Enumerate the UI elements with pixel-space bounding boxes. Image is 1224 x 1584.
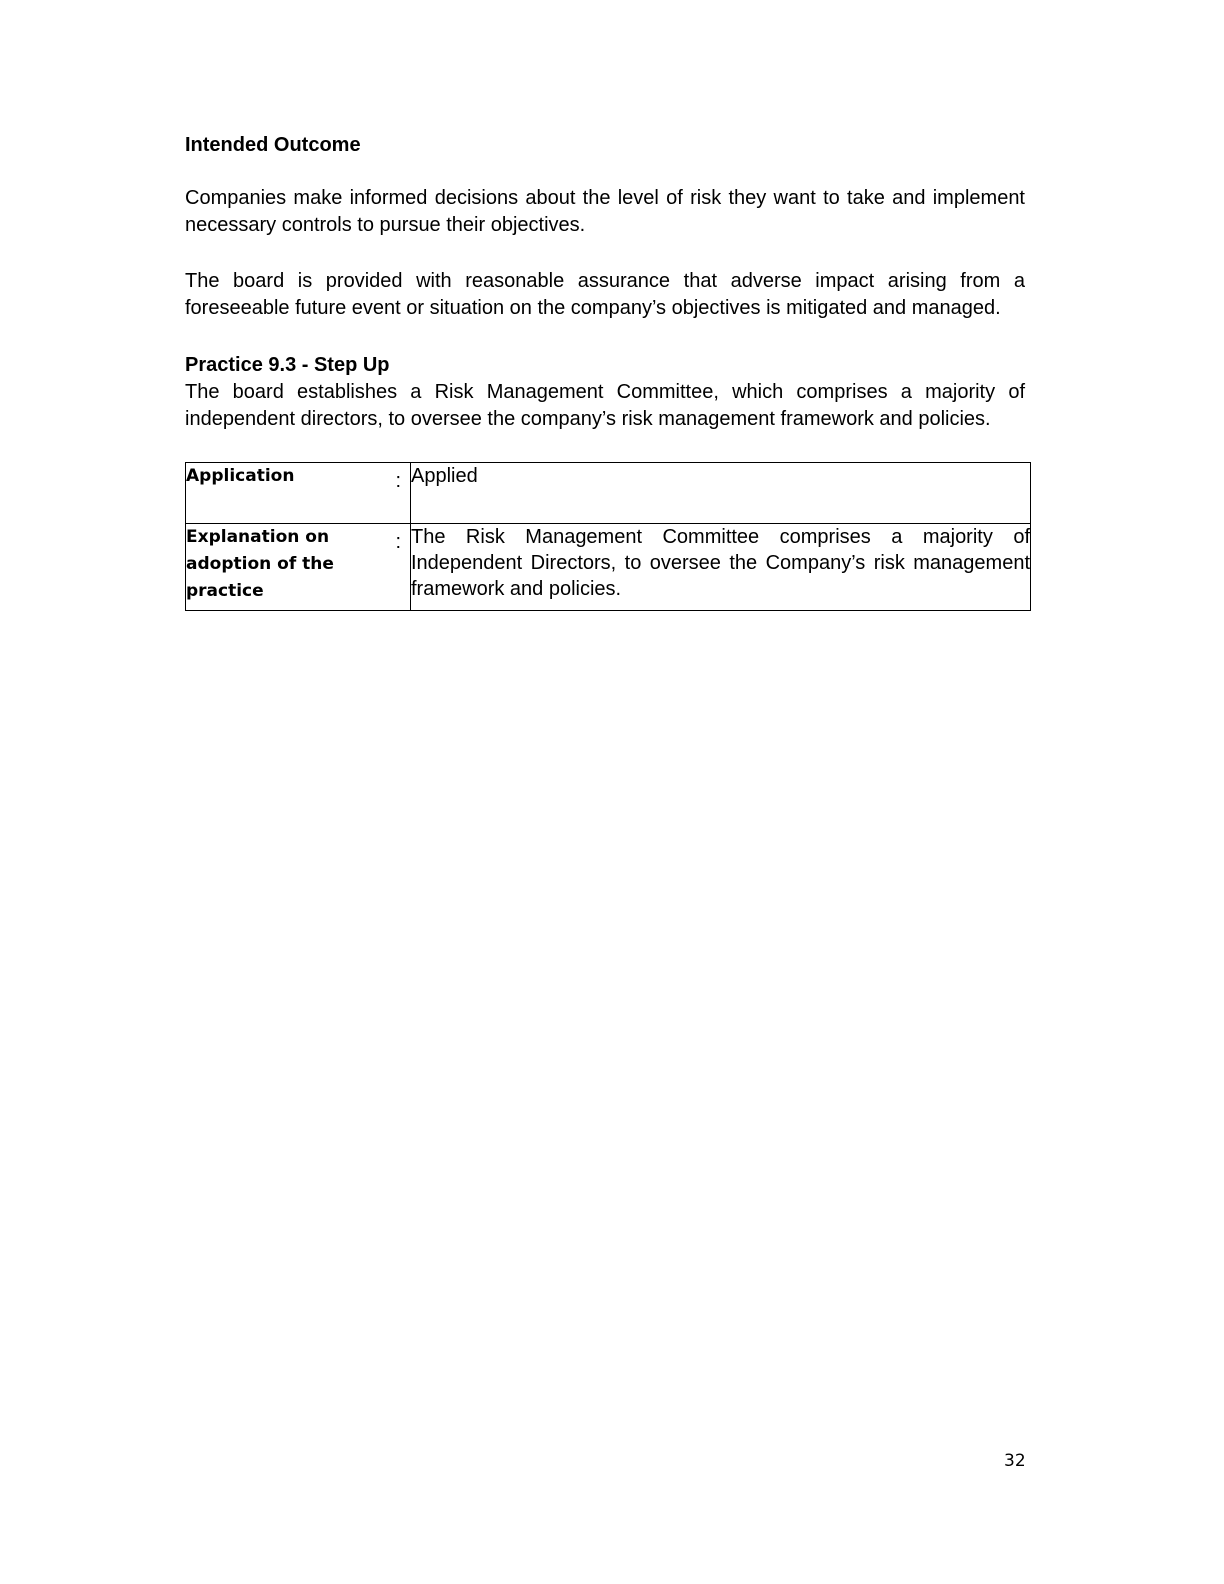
practice-title: Practice 9.3 - Step Up: [185, 354, 390, 376]
explanation-value-cell: [411, 524, 1031, 611]
application-value: Applied: [411, 465, 478, 487]
page-number: 32: [1004, 1451, 1026, 1471]
intended-outcome-paragraph-1: Companies make informed decisions about the level of risk they want to take and implement necessary controls to pursue their objectives.: [185, 187, 1025, 236]
intended-outcome-paragraph-2: The board is provided with reasonable assurance that adverse impact arising from a foreseeable future event or situation on the company’s objectives is mitigated and managed.: [185, 270, 1025, 319]
explanation-label-cell: [186, 524, 411, 611]
application-value-cell: [411, 463, 1031, 524]
practice-description: The board establishes a Risk Management Committee, which comprises a majority of independent directors, to oversee the company’s risk management framework and policies.: [185, 381, 1025, 430]
intended-outcome-heading: Intended Outcome: [185, 134, 361, 156]
label-separator: :: [395, 531, 401, 553]
table-row-application: [186, 463, 1031, 524]
application-label: Application: [186, 466, 295, 486]
label-separator: :: [395, 470, 401, 492]
application-table: [185, 462, 1031, 611]
application-label-cell: [186, 463, 411, 524]
explanation-value: The Risk Management Committee comprises a majority of Independent Directors, to oversee the Company’s risk management framework and policies.: [411, 526, 1030, 600]
table-row-explanation: [186, 524, 1031, 611]
explanation-label: Explanation on adoption of the practice: [186, 527, 334, 601]
